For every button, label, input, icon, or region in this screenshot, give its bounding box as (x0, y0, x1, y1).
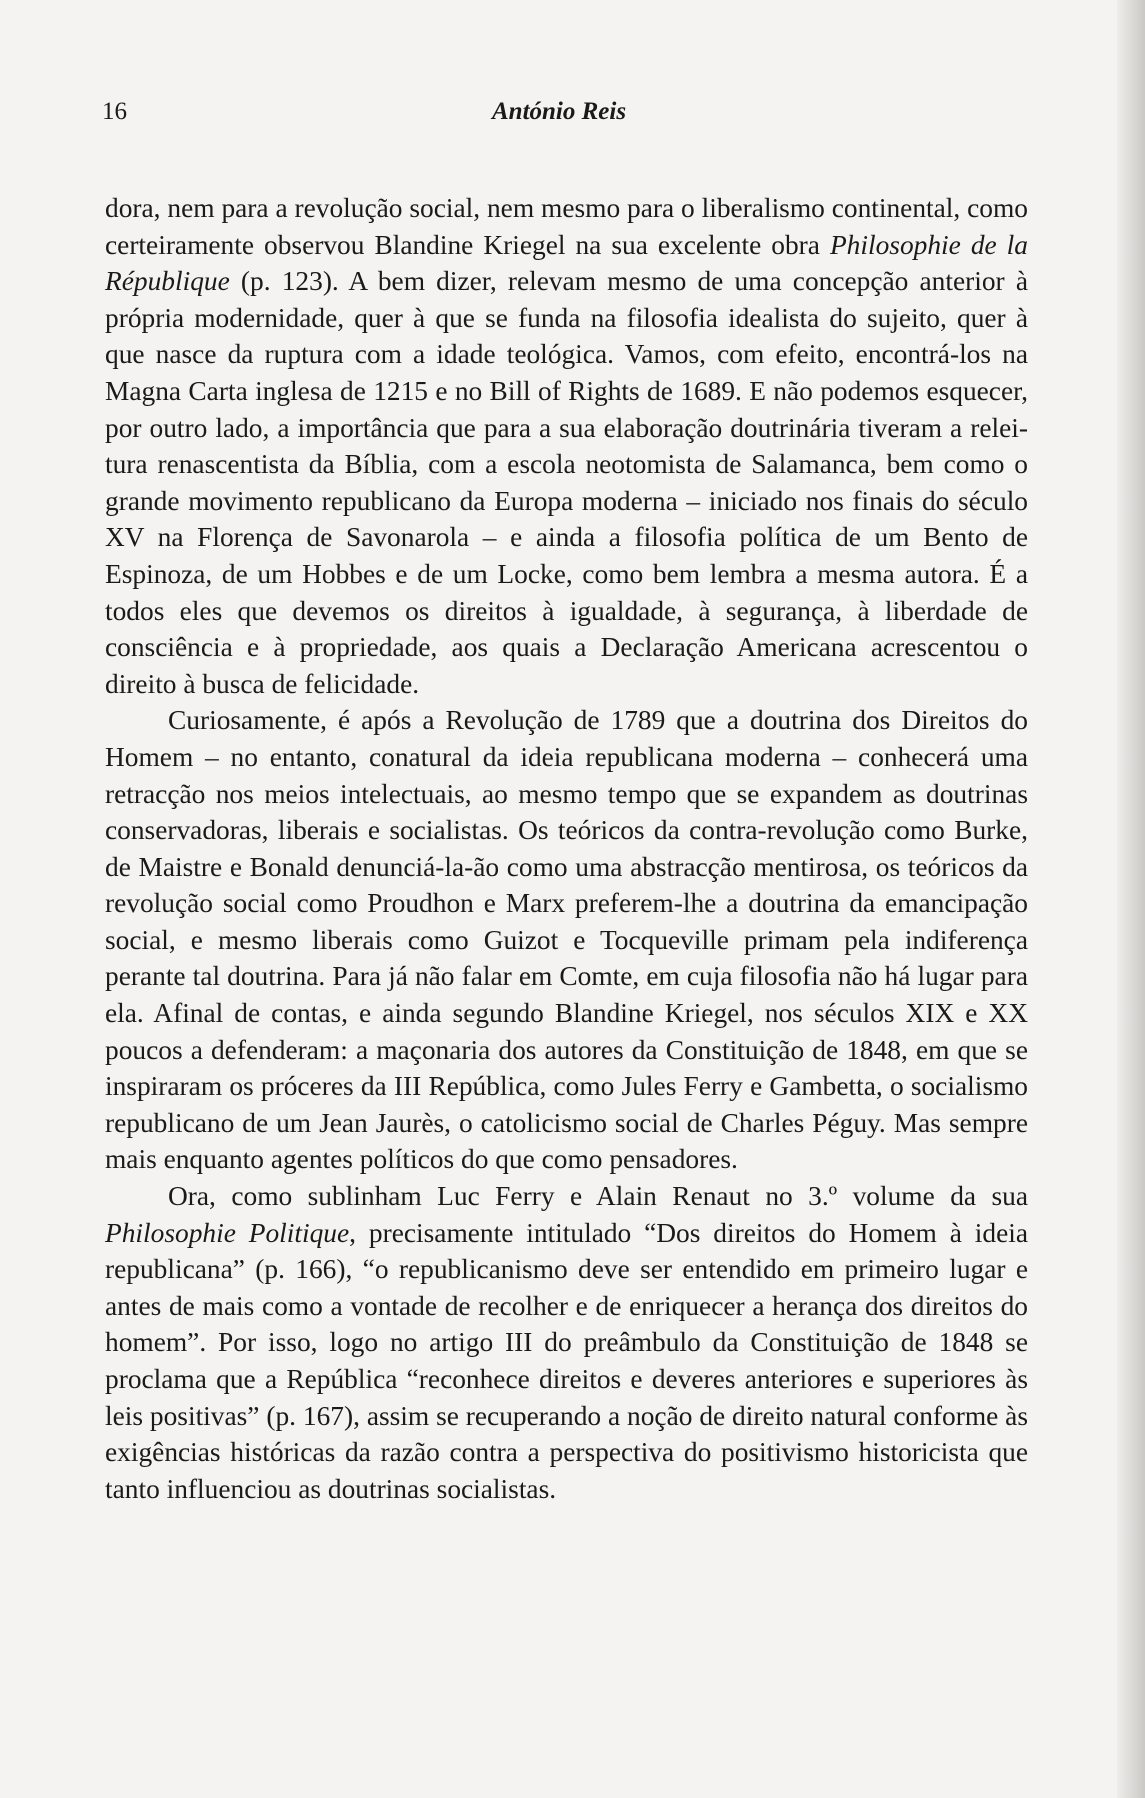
running-head: António Reis (492, 98, 627, 125)
page-header (102, 98, 1022, 138)
paragraph-2 (105, 702, 1028, 1178)
paragraph-3 (105, 1178, 1028, 1507)
paragraph-2-text: Curiosamente, é após a Revolução de 1789 que a doutrina dos Direitos do Homem – no entanto, conatural da ideia republicana moderna – conhecerá uma retracção nos meios intelectuais, ao mesmo tempo que se expandem as doutrinas conservadoras, liberais e socialistas. Os teóricos da contra-revolução como Burke, de Maistre e Bonald denunciá-la-ão como uma abstracção mentirosa, os teóricos da revolução social como Proudhon e Marx preferem-lhe a doutrina da emancipação social, e mesmo liberais como Guizot e Tocqueville primam pela indiferença perante tal doutrina. Para já não falar em Comte, em cuja filosofia não há lugar para ela. Afinal de contas, e ainda segundo Blandine Kriegel, nos séculos XIX e XX poucos a defenderam: a maçonaria dos autores da Constituição de 1848, em que se inspiraram os próceres da III República, como Jules Ferry e Gambetta, o socialismo republicano de um Jean Jaurès, o catolicismo social de Charles Péguy. Mas sempre mais enquanto agentes políticos do que como pensadores. (105, 705, 1028, 1175)
paragraph-3-text-2: , precisamente intitulado “Dos direitos do Homem à ideia republicana” (p. 166), “o republicanismo deve ser entendido em primeiro lugar e antes de mais como a vontade de recolher e de enriquecer a herança dos direitos do homem”. Por isso, logo no artigo III do preâmbulo da Constituição de 1848 se proclama que a República “reconhece direitos e deveres anteriores e superiores às leis positivas” (p. 167), assim se recuperando a noção de direito natural conforme às exigências históricas da razão contra a perspectiva do positivismo historicista que tanto influenciou as doutrinas socialistas. (105, 1217, 1028, 1504)
paragraph-1-text-2: (p. 123). A bem dizer, relevam mesmo de uma concepção anterior à própria modernidade, quer à que se funda na filosofia idealista do sujeito, quer à que nasce da ruptura com a idade teológica. Vamos, com efeito, encontrá-los na Magna Carta inglesa de 1215 e no Bill of Rights de 1689. E não podemos esquecer, por outro lado, a importância que para a sua elaboração doutrinária tiveram a releitura renascentista da Bíblia, com a escola neotomista de Salamanca, bem como o grande movimento republicano da Europa moderna – iniciado nos finais do século XV na Florença de Savonarola – e ainda a filosofia política de um Bento de Espinoza, de um Hobbes e de um Locke, como bem lembra a mesma autora. É a todos eles que devemos os direitos à igualdade, à segurança, à liberdade de consciência e à propriedade, aos quais a Declaração Americana acrescentou o direito à busca de felicidade. (105, 266, 1028, 699)
paragraph-3-text-1: Ora, como sublinham Luc Ferry e Alain Renaut no 3.º volume da sua (168, 1181, 1028, 1212)
page-edge-shadow (1117, 0, 1145, 1798)
page-number: 16 (102, 98, 127, 125)
book-title-philosophie-de-la-republique: Philosophie de la République (105, 229, 1028, 297)
body-text (105, 190, 1028, 1507)
book-title-philosophie-politique: Philosophie Politique (105, 1217, 350, 1248)
paragraph-1 (105, 190, 1028, 702)
paragraph-1-text-1: dora, nem para a revolução social, nem mesmo para o liberalismo continental, como certeiramente observou Blandine Kriegel na sua excelente obra (105, 193, 1028, 260)
